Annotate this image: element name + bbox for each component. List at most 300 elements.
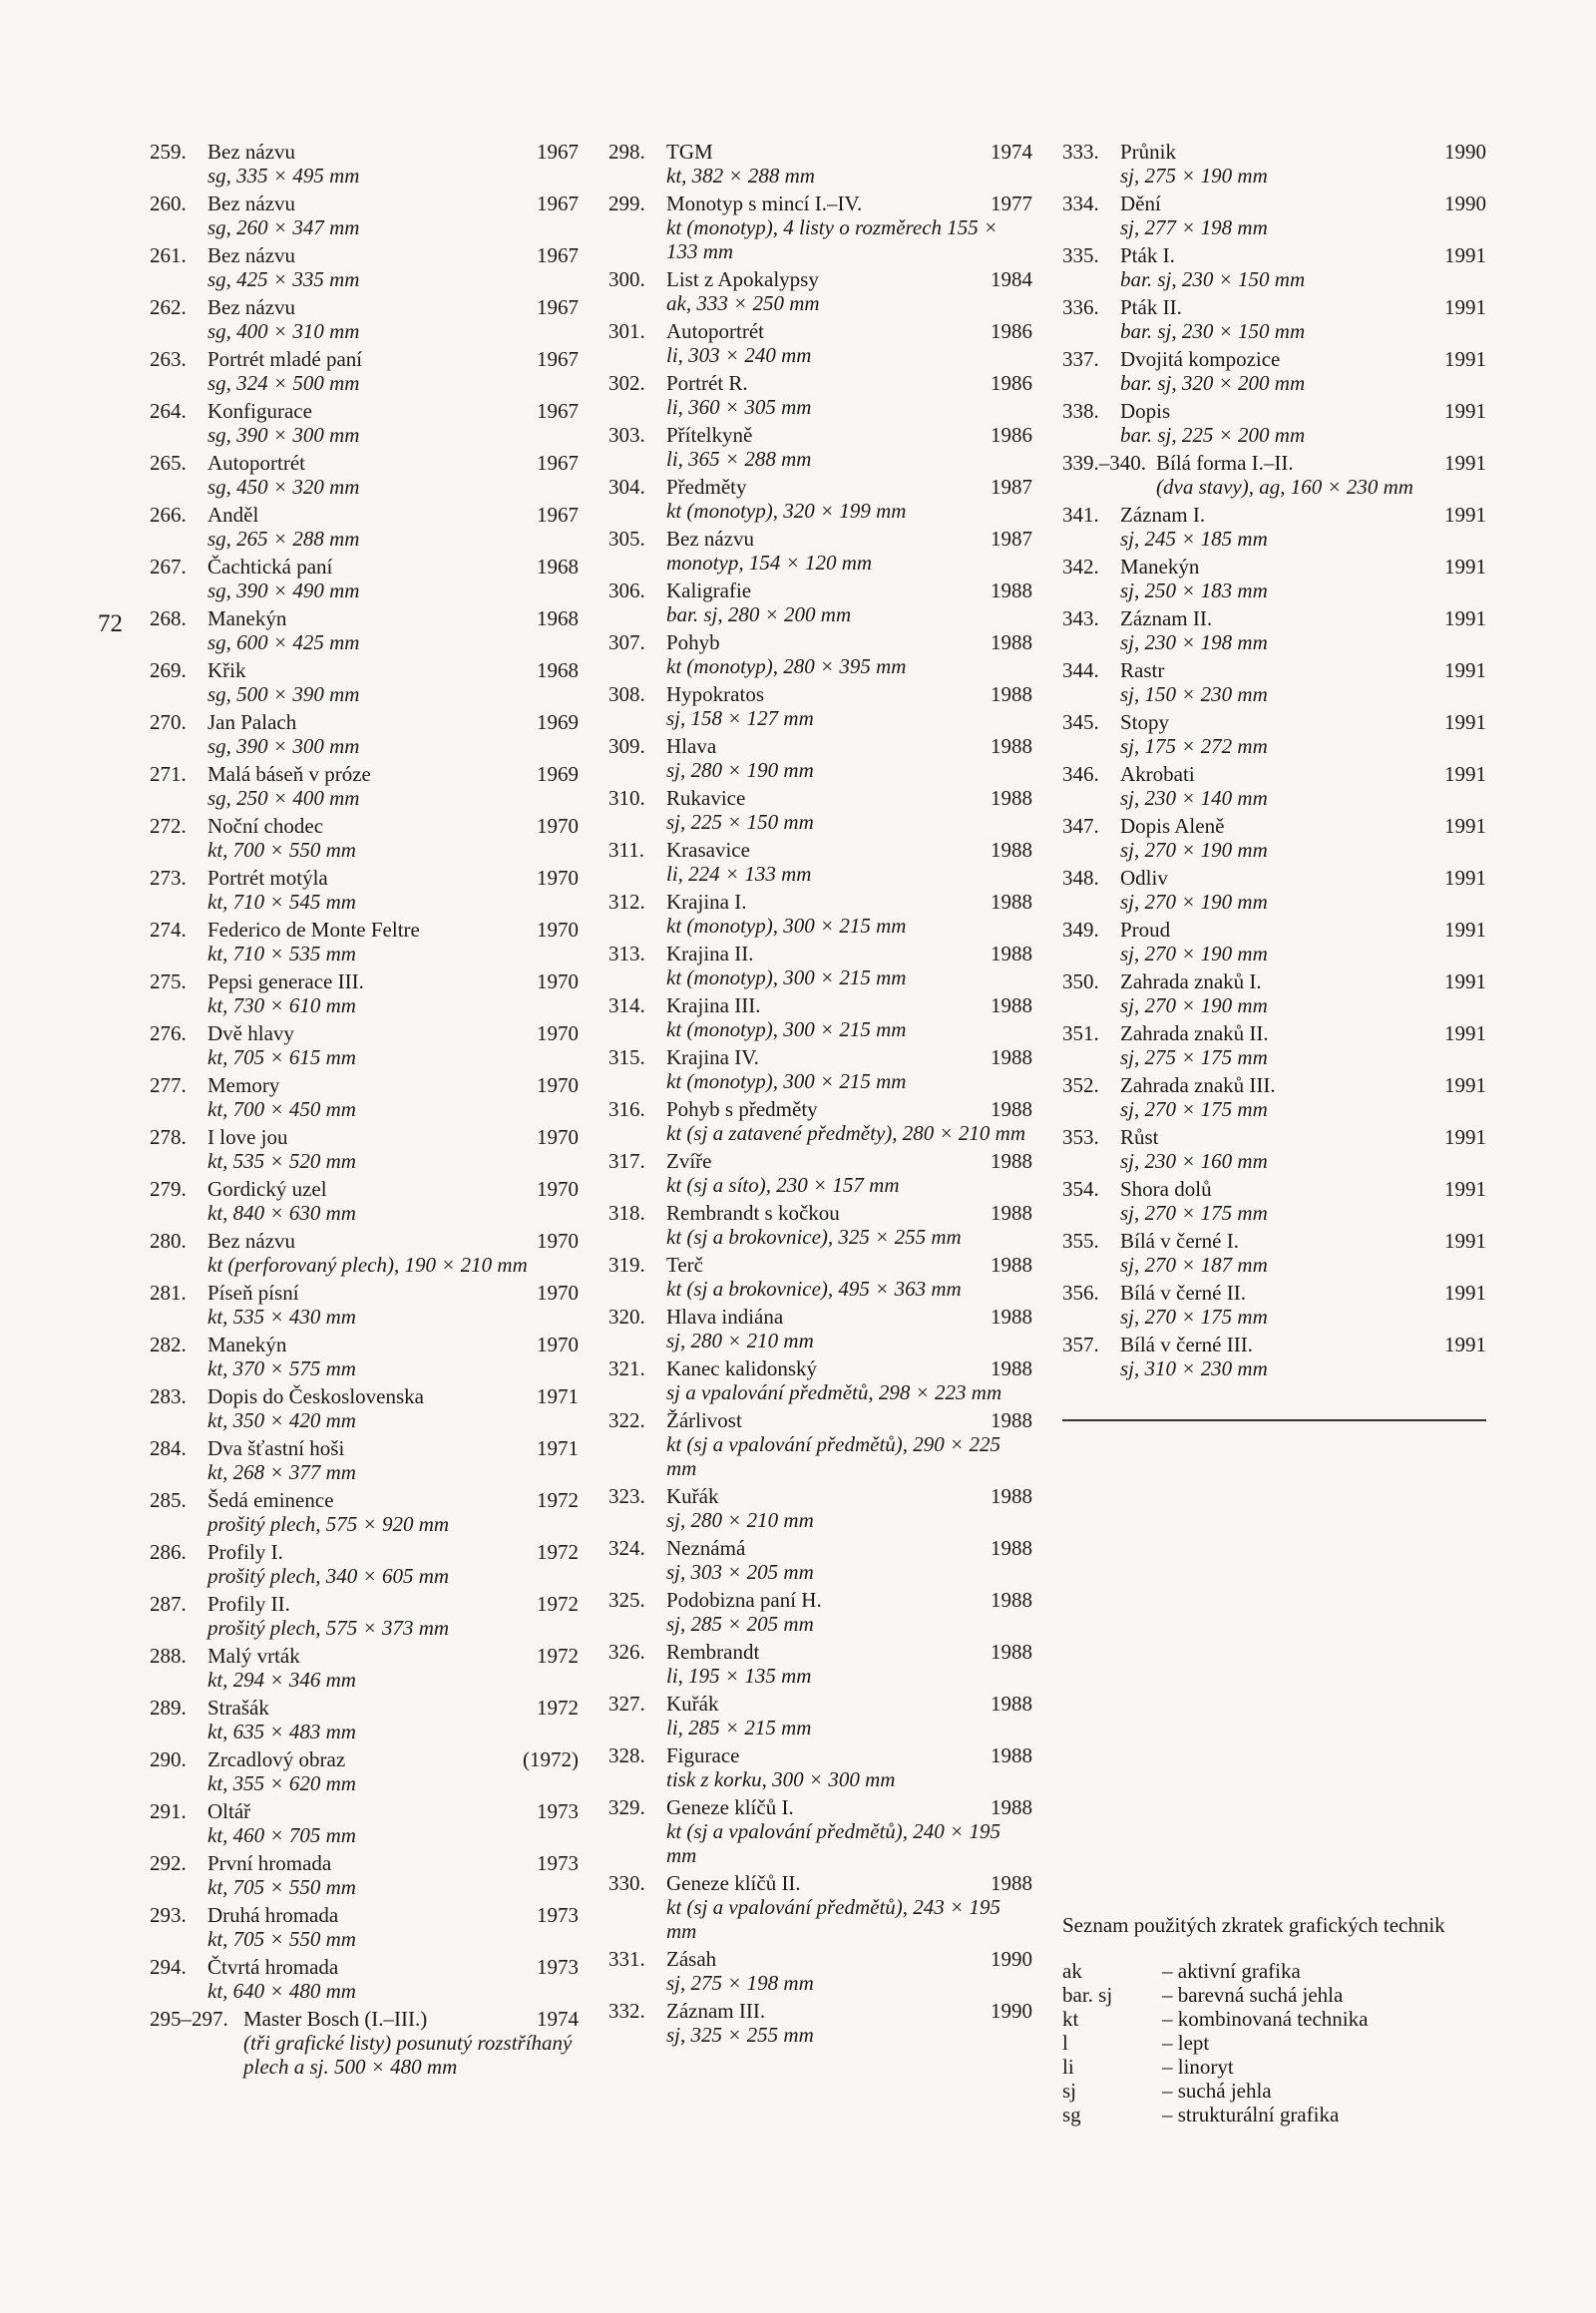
entry-number: 286. — [150, 1540, 187, 1564]
catalog-entry — [608, 890, 1032, 938]
entry-title: Proud — [1120, 918, 1171, 942]
entry-title: Bez názvu — [666, 527, 755, 551]
entry-year: 1991 — [1444, 918, 1486, 942]
entry-number: 335. — [1062, 243, 1099, 267]
entry-year: 1967 — [537, 192, 579, 215]
entry-title: Bílá v černé III. — [1120, 1333, 1253, 1356]
entry-number: 263. — [150, 347, 187, 371]
entry-title: Federico de Monte Feltre — [207, 918, 420, 942]
entry-year: 1970 — [537, 1125, 579, 1149]
entry-year: 1988 — [991, 1536, 1032, 1560]
entry-technique: kt, 535 × 430 mm — [207, 1305, 356, 1329]
entry-year: 1988 — [991, 1305, 1032, 1329]
entry-number: 323. — [608, 1484, 645, 1508]
entry-technique: kt (monotyp), 300 × 215 mm — [666, 1069, 907, 1093]
entry-title: První hromada — [207, 1851, 332, 1875]
entry-title: Hlava indiána — [666, 1305, 784, 1329]
catalog-entry — [150, 243, 579, 291]
legend-item — [1062, 2031, 1486, 2055]
entry-technique: sj, 270 × 190 mm — [1120, 942, 1268, 965]
entry-title: Neznámá — [666, 1536, 746, 1560]
entry-year: 1991 — [1444, 1125, 1486, 1149]
entry-number: 264. — [150, 399, 187, 423]
entry-number: 327. — [608, 1692, 645, 1716]
entry-title: Čachtická paní — [207, 555, 333, 578]
entry-year: 1988 — [991, 1253, 1032, 1277]
entry-title: Manekýn — [1120, 555, 1200, 578]
entry-number: 281. — [150, 1281, 187, 1305]
catalog-entry — [608, 1947, 1032, 1995]
entry-technique: sj, 270 × 190 mm — [1120, 993, 1268, 1017]
catalog-entry — [150, 1592, 579, 1640]
entry-title: Přítelkyně — [666, 423, 753, 447]
entry-title: Předměty — [666, 475, 747, 499]
entry-technique: kt, 460 × 705 mm — [207, 1823, 356, 1847]
catalog-entry — [608, 1692, 1032, 1739]
legend-abbreviation: ak — [1062, 1959, 1082, 1983]
entry-number: 301. — [608, 319, 645, 343]
entry-year: 1972 — [537, 1696, 579, 1720]
entry-technique: kt, 710 × 545 mm — [207, 890, 356, 914]
catalog-entry — [1062, 192, 1486, 239]
entry-number: 315. — [608, 1045, 645, 1069]
entry-number: 328. — [608, 1743, 645, 1767]
legend-description: – barevná suchá jehla — [1162, 1983, 1344, 2007]
catalog-entry — [150, 295, 579, 343]
catalog-entry — [608, 734, 1032, 782]
entry-number: 310. — [608, 786, 645, 810]
entry-number: 288. — [150, 1644, 187, 1668]
entry-number: 289. — [150, 1696, 187, 1720]
catalog-entry — [150, 866, 579, 914]
entry-year: 1986 — [991, 371, 1032, 395]
catalog-entry — [608, 1484, 1032, 1532]
entry-year: 1991 — [1444, 866, 1486, 890]
entry-title: Bílá v černé I. — [1120, 1229, 1239, 1253]
entry-technique: bar. sj, 225 × 200 mm — [1120, 423, 1306, 447]
catalog-entry — [150, 1851, 579, 1899]
entry-year: 1971 — [537, 1384, 579, 1408]
entry-title: Růst — [1120, 1125, 1159, 1149]
catalog-entry — [608, 192, 1032, 263]
entry-number: 279. — [150, 1177, 187, 1201]
catalog-entry — [150, 347, 579, 395]
entry-title: Profily II. — [207, 1592, 290, 1616]
entry-technique: sj, 245 × 185 mm — [1120, 527, 1268, 551]
catalog-entry — [608, 1999, 1032, 2047]
catalog-entry — [150, 918, 579, 965]
entry-technique: prošitý plech, 340 × 605 mm — [207, 1564, 450, 1588]
entry-technique: (dva stavy), ag, 160 × 230 mm — [1156, 475, 1413, 499]
catalog-entry — [1062, 606, 1486, 654]
legend-item — [1062, 2079, 1486, 2103]
abbreviation-legend — [1062, 1913, 1486, 2126]
entry-title: Pohyb s předměty — [666, 1097, 818, 1121]
entry-number: 275. — [150, 969, 187, 993]
entry-technique: sj, 270 × 175 mm — [1120, 1201, 1268, 1225]
entry-title: Rembrandt s kočkou — [666, 1201, 840, 1225]
entry-number: 277. — [150, 1073, 187, 1097]
entry-title: Žárlivost — [666, 1408, 742, 1432]
entry-number: 269. — [150, 658, 187, 682]
entry-title: Krajina III. — [666, 993, 761, 1017]
entry-number: 355. — [1062, 1229, 1099, 1253]
catalog-entry — [150, 1540, 579, 1588]
entry-year: 1988 — [991, 890, 1032, 914]
entry-year: 1991 — [1444, 503, 1486, 527]
entry-title: Odliv — [1120, 866, 1168, 890]
entry-technique: sj, 277 × 198 mm — [1120, 215, 1268, 239]
entry-technique: sj, 270 × 190 mm — [1120, 838, 1268, 862]
entry-title: Portrét motýla — [207, 866, 328, 890]
catalog-entry — [608, 578, 1032, 626]
entry-technique: bar. sj, 230 × 150 mm — [1120, 267, 1306, 291]
catalog-column-1 — [150, 140, 579, 2083]
entry-title: Shora dolů — [1120, 1177, 1212, 1201]
entry-year: 1969 — [537, 762, 579, 786]
entry-number: 343. — [1062, 606, 1099, 630]
legend-description: – strukturální grafika — [1162, 2103, 1340, 2126]
entry-number: 354. — [1062, 1177, 1099, 1201]
entry-technique: sj, 225 × 150 mm — [666, 810, 814, 834]
entry-technique: sg, 335 × 495 mm — [207, 164, 360, 188]
page-number: 72 — [98, 610, 123, 637]
catalog-entry — [608, 1045, 1032, 1093]
entry-number: 351. — [1062, 1021, 1099, 1045]
entry-technique: sj, 270 × 175 mm — [1120, 1305, 1268, 1329]
catalog-entry — [608, 1097, 1032, 1145]
entry-technique: kt, 382 × 288 mm — [666, 164, 815, 188]
entry-technique: sj, 275 × 198 mm — [666, 1971, 814, 1995]
entry-number: 319. — [608, 1253, 645, 1277]
entry-technique: sj, 270 × 190 mm — [1120, 890, 1268, 914]
entry-technique: sj, 285 × 205 mm — [666, 1612, 814, 1636]
legend-abbreviation: sg — [1062, 2103, 1081, 2126]
entry-technique: kt (monotyp), 300 × 215 mm — [666, 1017, 907, 1041]
entry-number: 274. — [150, 918, 187, 942]
legend-item — [1062, 2007, 1486, 2031]
entry-number: 266. — [150, 503, 187, 527]
entry-title: Autoportrét — [207, 451, 305, 475]
entry-year: 1967 — [537, 140, 579, 164]
entry-number: 339.–340. — [1062, 451, 1146, 475]
entry-year: 1988 — [991, 578, 1032, 602]
legend-description: – suchá jehla — [1162, 2079, 1272, 2103]
entry-number: 318. — [608, 1201, 645, 1225]
entry-year: 1987 — [991, 527, 1032, 551]
entry-technique: monotyp, 154 × 120 mm — [666, 551, 873, 575]
entry-number: 262. — [150, 295, 187, 319]
legend-description: – kombinovaná technika — [1162, 2007, 1369, 2031]
entry-number: 280. — [150, 1229, 187, 1253]
entry-year: 1988 — [991, 838, 1032, 862]
entry-year: 1991 — [1444, 658, 1486, 682]
catalog-entry — [608, 838, 1032, 886]
entry-number: 348. — [1062, 866, 1099, 890]
entry-title: Memory — [207, 1073, 280, 1097]
entry-year: 1988 — [991, 1484, 1032, 1508]
entry-number: 338. — [1062, 399, 1099, 423]
entry-year: 1991 — [1444, 1281, 1486, 1305]
entry-year: 1970 — [537, 1021, 579, 1045]
entry-number: 320. — [608, 1305, 645, 1329]
entry-title: Rastr — [1120, 658, 1165, 682]
entry-title: Jan Palach — [207, 710, 297, 734]
entry-technique: kt, 700 × 550 mm — [207, 838, 356, 862]
entry-year: 1991 — [1444, 1177, 1486, 1201]
entry-technique: li, 195 × 135 mm — [666, 1664, 812, 1688]
entry-technique: kt, 268 × 377 mm — [207, 1460, 356, 1484]
entry-year: 1988 — [991, 1795, 1032, 1819]
entry-year: 1990 — [991, 1947, 1032, 1971]
catalog-entry — [150, 762, 579, 810]
entry-number: 336. — [1062, 295, 1099, 319]
entry-technique: sj, 280 × 210 mm — [666, 1508, 814, 1532]
entry-number: 284. — [150, 1436, 187, 1460]
legend-item — [1062, 2103, 1486, 2126]
entry-number: 356. — [1062, 1281, 1099, 1305]
entry-title: Bez názvu — [207, 243, 296, 267]
entry-year: 1988 — [991, 1588, 1032, 1612]
entry-technique: sj, 250 × 183 mm — [1120, 578, 1268, 602]
entry-year: 1974 — [991, 140, 1032, 164]
entry-technique: kt (monotyp), 320 × 199 mm — [666, 499, 907, 523]
entry-number: 303. — [608, 423, 645, 447]
entry-year: 1968 — [537, 658, 579, 682]
entry-number: 308. — [608, 682, 645, 706]
entry-technique: kt, 355 × 620 mm — [207, 1771, 356, 1795]
entry-number: 278. — [150, 1125, 187, 1149]
entry-technique: sj, 150 × 230 mm — [1120, 682, 1268, 706]
catalog-column-2 — [608, 140, 1032, 2051]
legend-abbreviation: kt — [1062, 2007, 1079, 2031]
entry-technique: kt, 840 × 630 mm — [207, 1201, 356, 1225]
entry-technique: li, 303 × 240 mm — [666, 343, 812, 367]
entry-number: 311. — [608, 838, 644, 862]
entry-title: Strašák — [207, 1696, 269, 1720]
entry-technique: kt, 635 × 483 mm — [207, 1720, 356, 1743]
entry-technique: sg, 265 × 288 mm — [207, 527, 360, 551]
legend-item — [1062, 2055, 1486, 2079]
entry-title: Krajina II. — [666, 942, 754, 965]
entry-number: 283. — [150, 1384, 187, 1408]
entry-technique: kt, 710 × 535 mm — [207, 942, 356, 965]
entry-year: 1969 — [537, 710, 579, 734]
entry-technique: sj, 270 × 175 mm — [1120, 1097, 1268, 1121]
entry-year: 1991 — [1444, 1073, 1486, 1097]
entry-title: Zrcadlový obraz — [207, 1747, 346, 1771]
entry-title: List z Apokalypsy — [666, 267, 819, 291]
entry-title: Druhá hromada — [207, 1903, 339, 1927]
entry-technique: sj, 230 × 140 mm — [1120, 786, 1268, 810]
entry-year: 1972 — [537, 1540, 579, 1564]
catalog-entry — [608, 319, 1032, 367]
catalog-entry — [1062, 347, 1486, 395]
entry-number: 312. — [608, 890, 645, 914]
entry-number: 272. — [150, 814, 187, 838]
entry-title: Zásah — [666, 1947, 717, 1971]
entry-number: 305. — [608, 527, 645, 551]
entry-title: Záznam II. — [1120, 606, 1213, 630]
entry-year: 1988 — [991, 1201, 1032, 1225]
entry-number: 342. — [1062, 555, 1099, 578]
entry-year: 1988 — [991, 1692, 1032, 1716]
entry-year: 1967 — [537, 503, 579, 527]
entry-title: Bez názvu — [207, 140, 296, 164]
entry-technique: sg, 450 × 320 mm — [207, 475, 360, 499]
entry-year: 1987 — [991, 475, 1032, 499]
catalog-entry — [150, 1799, 579, 1847]
catalog-entry — [150, 140, 579, 188]
entry-technique: kt, 705 × 550 mm — [207, 1875, 356, 1899]
entry-title: Bez názvu — [207, 295, 296, 319]
entry-title: Pepsi generace III. — [207, 969, 364, 993]
entry-technique: kt (monotyp), 280 × 395 mm — [666, 654, 907, 678]
entry-number: 326. — [608, 1640, 645, 1664]
entry-year: 1991 — [1444, 762, 1486, 786]
entry-year: 1968 — [537, 555, 579, 578]
entry-year: 1973 — [537, 1851, 579, 1875]
entry-technique: sg, 390 × 300 mm — [207, 734, 360, 758]
catalog-entry — [608, 1871, 1032, 1943]
entry-title: Dvě hlavy — [207, 1021, 294, 1045]
entry-number: 265. — [150, 451, 187, 475]
catalog-entry — [608, 1743, 1032, 1791]
entry-technique: sj, 280 × 210 mm — [666, 1329, 814, 1352]
entry-number: 302. — [608, 371, 645, 395]
entry-year: 1977 — [991, 192, 1032, 215]
catalog-entry — [608, 1201, 1032, 1249]
entry-technique: bar. sj, 280 × 200 mm — [666, 602, 852, 626]
entry-year: 1988 — [991, 786, 1032, 810]
entry-title: Záznam III. — [666, 1999, 766, 2023]
catalog-entry — [608, 371, 1032, 419]
catalog-entry — [150, 1229, 579, 1277]
catalog-entry — [608, 267, 1032, 315]
entry-technique: kt (monotyp), 300 × 215 mm — [666, 914, 907, 938]
catalog-entry — [150, 1644, 579, 1692]
catalog-entry — [1062, 969, 1486, 1017]
entry-number: 314. — [608, 993, 645, 1017]
entry-title: Bílá v černé II. — [1120, 1281, 1246, 1305]
entry-number: 291. — [150, 1799, 187, 1823]
entry-year: 1971 — [537, 1436, 579, 1460]
entry-title: Krajina IV. — [666, 1045, 759, 1069]
entry-title: Malý vrták — [207, 1644, 300, 1668]
entry-technique: sg, 425 × 335 mm — [207, 267, 360, 291]
entry-title: Gordický uzel — [207, 1177, 327, 1201]
entry-year: 1988 — [991, 942, 1032, 965]
entry-title: Geneze klíčů II. — [666, 1871, 801, 1895]
entry-year: 1991 — [1444, 606, 1486, 630]
entry-title: Dopis — [1120, 399, 1171, 423]
entry-title: Geneze klíčů I. — [666, 1795, 794, 1819]
entry-title: Manekýn — [207, 1333, 287, 1356]
catalog-entry — [1062, 399, 1486, 447]
entry-number: 316. — [608, 1097, 645, 1121]
entry-year: 1970 — [537, 1177, 579, 1201]
entry-technique: kt, 730 × 610 mm — [207, 993, 356, 1017]
entry-year: 1988 — [991, 1097, 1032, 1121]
entry-technique: kt, 640 × 480 mm — [207, 1979, 356, 2003]
entry-number: 304. — [608, 475, 645, 499]
entry-technique: kt, 535 × 520 mm — [207, 1149, 356, 1173]
entry-year: 1988 — [991, 1045, 1032, 1069]
entry-number: 341. — [1062, 503, 1099, 527]
entry-number: 261. — [150, 243, 187, 267]
entry-technique: kt (sj a síto), 230 × 157 mm — [666, 1173, 900, 1197]
entry-year: 1973 — [537, 1903, 579, 1927]
entry-technique: sj, 270 × 187 mm — [1120, 1253, 1268, 1277]
entry-technique: sg, 600 × 425 mm — [207, 630, 360, 654]
entry-title: Konfigurace — [207, 399, 312, 423]
catalog-entry — [1062, 762, 1486, 810]
entry-technique: sj, 230 × 160 mm — [1120, 1149, 1268, 1173]
entry-year: 1972 — [537, 1644, 579, 1668]
entry-year: 1991 — [1444, 347, 1486, 371]
entry-title: Autoportrét — [666, 319, 764, 343]
catalog-entry — [1062, 1177, 1486, 1225]
entry-number: 271. — [150, 762, 187, 786]
catalog-entry — [1062, 866, 1486, 914]
entry-technique: sg, 250 × 400 mm — [207, 786, 360, 810]
catalog-entry — [1062, 710, 1486, 758]
legend-description: – linoryt — [1162, 2055, 1234, 2079]
catalog-entry — [150, 1177, 579, 1225]
entry-title: Pták I. — [1120, 243, 1175, 267]
catalog-entry — [608, 1356, 1032, 1404]
entry-title: Figurace — [666, 1743, 740, 1767]
legend-abbreviation: bar. sj — [1062, 1983, 1113, 2007]
entry-year: 1988 — [991, 1408, 1032, 1432]
catalog-entry — [608, 475, 1032, 523]
catalog-entry — [1062, 918, 1486, 965]
entry-title: Portrét mladé paní — [207, 347, 363, 371]
entry-year: 1988 — [991, 1149, 1032, 1173]
entry-title: Dění — [1120, 192, 1161, 215]
entry-year: 1970 — [537, 1073, 579, 1097]
entry-number: 294. — [150, 1955, 187, 1979]
entry-technique: bar. sj, 320 × 200 mm — [1120, 371, 1306, 395]
catalog-entry — [150, 1073, 579, 1121]
entry-number: 349. — [1062, 918, 1099, 942]
entry-title: Průnik — [1120, 140, 1177, 164]
entry-number: 325. — [608, 1588, 645, 1612]
entry-year: 1970 — [537, 1281, 579, 1305]
entry-title: Zahrada znaků II. — [1120, 1021, 1269, 1045]
catalog-entry — [1062, 1021, 1486, 1069]
entry-number: 321. — [608, 1356, 645, 1380]
entry-technique: kt (monotyp), 4 listy o rozměrech 155 × 133 mm — [666, 215, 998, 263]
entry-technique: sj, 158 × 127 mm — [666, 706, 814, 730]
entry-technique: kt, 294 × 346 mm — [207, 1668, 356, 1692]
entry-title: Čtvrtá hromada — [207, 1955, 339, 1979]
entry-number: 307. — [608, 630, 645, 654]
entry-title: Bez názvu — [207, 192, 296, 215]
catalog-entry — [150, 1125, 579, 1173]
catalog-entry — [1062, 295, 1486, 343]
entry-number: 287. — [150, 1592, 187, 1616]
entry-number: 332. — [608, 1999, 645, 2023]
legend-description: – aktivní grafika — [1162, 1959, 1301, 1983]
catalog-column-3 — [1062, 140, 1486, 1384]
entry-title: TGM — [666, 140, 713, 164]
entry-year: 1991 — [1444, 399, 1486, 423]
entry-title: Terč — [666, 1253, 703, 1277]
entry-technique: sg, 400 × 310 mm — [207, 319, 360, 343]
catalog-entry — [1062, 1333, 1486, 1380]
entry-number: 324. — [608, 1536, 645, 1560]
